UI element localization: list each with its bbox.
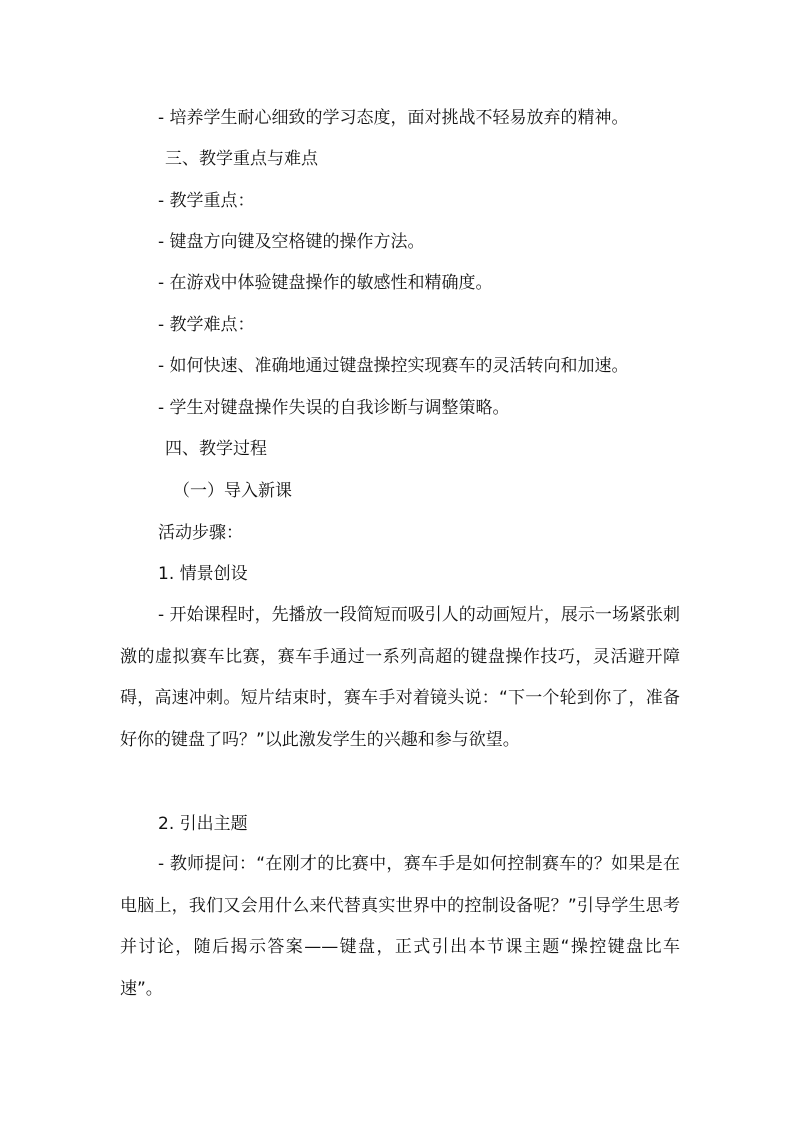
subsection-heading-introduction: （一）导入新课 xyxy=(173,481,292,501)
subheading-key-points: - 教学重点： xyxy=(158,191,255,211)
paragraph-scenario-creation: - 开始课程时，先播放一段简短而吸引人的动画短片，展示一场紧张刺激的虚拟赛车比赛，赛车手通过一系列高超的键盘操作技巧，灵活避开障碍，高速冲刺。短片结束时，赛车手对着镜头说：“下一个轮到你了，准备好你的键盘了吗？”以此激发学生的兴趣和参与欲望。 xyxy=(120,605,680,750)
subheading-difficulties: - 教学难点： xyxy=(158,315,255,335)
activity-steps-label: 活动步骤： xyxy=(158,523,243,543)
bullet-patience-attitude: - 培养学生耐心细致的学习态度，面对挑战不轻易放弃的精神。 xyxy=(158,108,629,128)
paragraph-introduce-topic: - 教师提问：“在刚才的比赛中，赛车手是如何控制赛车的？如果是在电脑上，我们又会用什么来代替真实世界中的控制设备呢？”引导学生思考并讨论，随后揭示答案——键盘，正式引出本节课主题“操控键盘比车速”。 xyxy=(120,854,680,999)
bullet-fast-accurate-control: - 如何快速、准确地通过键盘操控实现赛车的灵活转向和加速。 xyxy=(158,356,629,376)
section-heading-key-points: 三、教学重点与难点 xyxy=(165,149,318,169)
step-2-heading: 2. 引出主题 xyxy=(158,814,248,834)
bullet-self-diagnosis: - 学生对键盘操作失误的自我诊断与调整策略。 xyxy=(158,398,510,418)
section-heading-teaching-process: 四、教学过程 xyxy=(165,439,267,459)
bullet-arrow-space-keys: - 键盘方向键及空格键的操作方法。 xyxy=(158,232,425,252)
bullet-sensitivity-precision: - 在游戏中体验键盘操作的敏感性和精确度。 xyxy=(158,273,493,293)
step-1-heading: 1. 情景创设 xyxy=(158,564,248,584)
